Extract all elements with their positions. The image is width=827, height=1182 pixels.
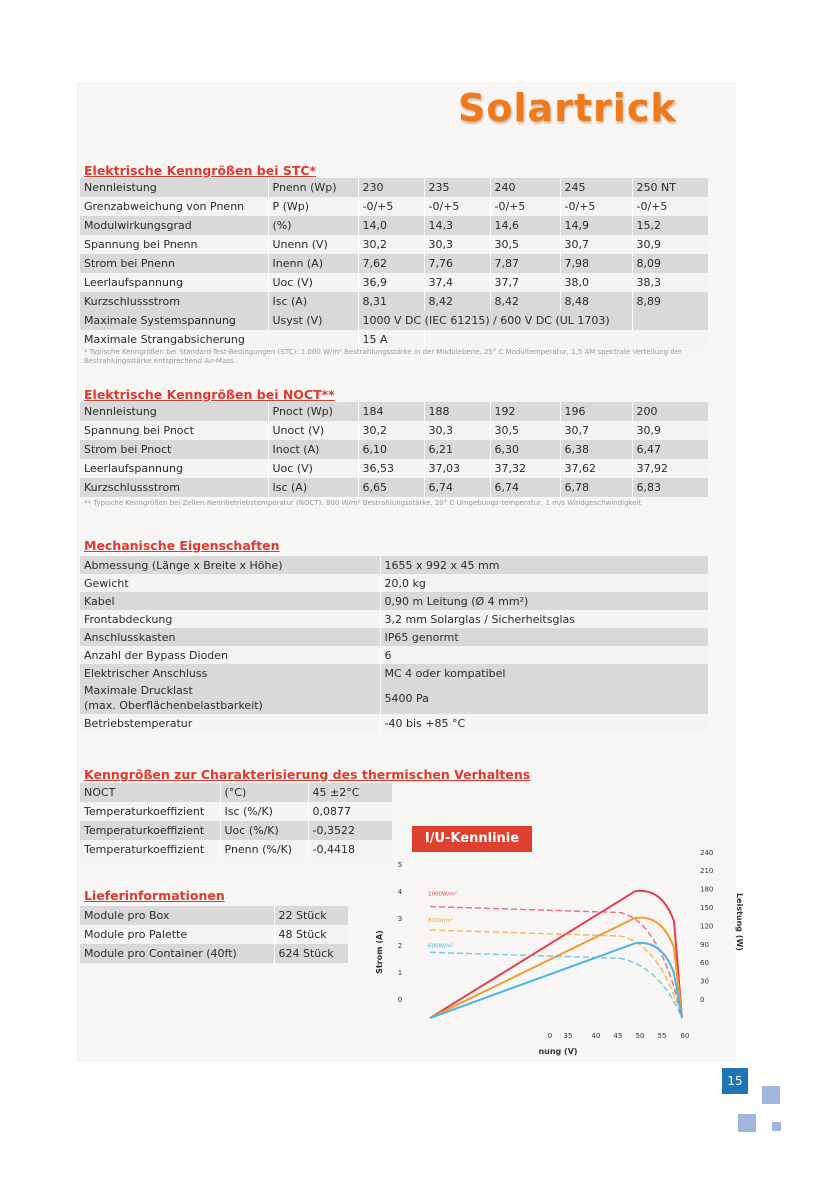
table-row: [80, 664, 708, 682]
cell-value: 14,9: [560, 216, 632, 235]
cell-value: 8,89: [632, 292, 708, 311]
cell-value: 6,74: [424, 478, 490, 497]
table-row: [80, 646, 708, 664]
row-label: Anzahl der Bypass Dioden: [80, 646, 380, 664]
y-tick-label: 2: [397, 942, 403, 950]
table-row: [80, 273, 708, 292]
cell-value: 6,74: [490, 478, 560, 497]
decor-square: [738, 1114, 756, 1132]
row-label: Anschlusskasten: [80, 628, 380, 646]
table-row: [80, 440, 708, 459]
current-curve: [430, 952, 682, 1018]
y2-tick-label: 60: [700, 959, 709, 968]
cell-value: 30,2: [358, 235, 424, 254]
cell-value: Pnoct (Wp): [268, 402, 358, 421]
x-tick-label: 45: [613, 1032, 623, 1040]
y-tick-label: 0: [397, 996, 403, 1004]
cell-value: -0/+5: [424, 197, 490, 216]
cell-value: 6,83: [632, 478, 708, 497]
stc-section-title: Elektrische Kenngrößen bei STC*: [84, 163, 317, 178]
cell-value: 45 ±2°C: [308, 783, 392, 802]
table-row: [80, 459, 708, 478]
row-unit: Usyst (V): [268, 311, 358, 330]
row-label: Maximale Systemspannung: [80, 311, 268, 330]
solartrick-logo: Solartrick: [458, 86, 677, 130]
y2-tick-label: 210: [700, 867, 714, 876]
cell-value: 184: [358, 402, 424, 421]
cell-value: 30,9: [632, 421, 708, 440]
table-row: [80, 292, 708, 311]
table-row: [80, 802, 392, 821]
stc-table: [80, 178, 708, 349]
row-label: Temperaturkoeffizient: [80, 840, 220, 859]
table-row: [80, 402, 708, 421]
x-tick-label: 60: [680, 1032, 690, 1040]
cell-value: 30,2: [358, 421, 424, 440]
row-label: Abmessung (Länge x Breite x Höhe): [80, 556, 380, 574]
row-label-sub: (max. Oberflächenbelastbarkeit): [84, 699, 263, 712]
cell-value: 8,48: [560, 292, 632, 311]
noct-table: [80, 402, 708, 497]
series-label: 800W/m²: [428, 918, 454, 924]
cell-value: 37,32: [490, 459, 560, 478]
cell-value: -0/+5: [358, 197, 424, 216]
cell-value: 37,62: [560, 459, 632, 478]
cell-value: 245: [560, 178, 632, 197]
cell-value: 196: [560, 402, 632, 421]
row-value: 1000 V DC (IEC 61215) / 600 V DC (UL 1703): [358, 311, 632, 330]
delivery-section-title: Lieferinformationen: [84, 888, 225, 903]
cell-value: IP65 genormt: [380, 628, 708, 646]
cell-value: 30,3: [424, 235, 490, 254]
table-row: [80, 254, 708, 273]
x-tick-label: 55: [657, 1032, 667, 1040]
y-tick-label: 4: [397, 888, 403, 896]
table-row: [80, 821, 392, 840]
chart-title: I/U-Kennlinie: [412, 826, 532, 852]
cell-value: 6,30: [490, 440, 560, 459]
noct-section-title: Elektrische Kenngrößen bei NOCT**: [84, 387, 335, 402]
cell-value: 30,5: [490, 235, 560, 254]
cell-value: -0/+5: [490, 197, 560, 216]
cell-value: 6,78: [560, 478, 632, 497]
mech-table: [80, 556, 708, 732]
y-tick-label: 5: [397, 861, 403, 869]
cell-value: 30,3: [424, 421, 490, 440]
cell-value: -0,4418: [308, 840, 392, 859]
row-label: Spannung bei Pnenn: [80, 235, 268, 254]
row-label: Kurzschlussstrom: [80, 292, 268, 311]
cell-value: Isc (A): [268, 478, 358, 497]
cell-value: 6,38: [560, 440, 632, 459]
table-row: [80, 478, 708, 497]
cell-value: (°C): [220, 783, 308, 802]
cell-value: Isc (%/K): [220, 802, 308, 821]
decor-square: [762, 1086, 780, 1104]
cell-value: 6: [380, 646, 708, 664]
cell-value: 36,9: [358, 273, 424, 292]
row-label: Kabel: [80, 592, 380, 610]
cell-value: 38,0: [560, 273, 632, 292]
iu-chart: [370, 842, 744, 1060]
cell-value: 8,42: [490, 292, 560, 311]
cell-value: 30,9: [632, 235, 708, 254]
decor-square: [772, 1122, 781, 1131]
row-label: Leerlaufspannung: [80, 273, 268, 292]
cell-value: 37,4: [424, 273, 490, 292]
cell-value: 250 NT: [632, 178, 708, 197]
row-label: Leerlaufspannung: [80, 459, 268, 478]
table-row: [80, 714, 708, 732]
cell-value: Uoc (%/K): [220, 821, 308, 840]
cell-value: 200: [632, 402, 708, 421]
row-value: -40 bis +85 °C: [380, 714, 708, 732]
table-row: [80, 592, 708, 610]
row-label: Kurzschlussstrom: [80, 478, 268, 497]
cell-value: Uoc (V): [268, 273, 358, 292]
table-row: [80, 574, 708, 592]
row-label: Module pro Container (40ft): [80, 944, 274, 963]
cell-value: 22 Stück: [274, 906, 348, 925]
cell-value: 37,03: [424, 459, 490, 478]
table-row: [80, 610, 708, 628]
cell-value: 6,10: [358, 440, 424, 459]
cell-value: 30,5: [490, 421, 560, 440]
y2-tick-label: 150: [700, 904, 714, 912]
row-label: Maximale Strangabsicherung: [80, 330, 358, 349]
page-number: 15: [722, 1068, 748, 1094]
cell-value: 230: [358, 178, 424, 197]
cell-value: Isc (A): [268, 292, 358, 311]
table-row: [80, 216, 708, 235]
cell-value: 7,76: [424, 254, 490, 273]
cell-value: 235: [424, 178, 490, 197]
cell-value: 6,65: [358, 478, 424, 497]
cell-value: (%): [268, 216, 358, 235]
cell-value: -0,3522: [308, 821, 392, 840]
table-row: [80, 682, 708, 714]
cell-value: 240: [490, 178, 560, 197]
cell-value: 20,0 kg: [380, 574, 708, 592]
cell-value: 8,42: [424, 292, 490, 311]
table-row: [80, 925, 348, 944]
y-axis-label: Strom (A): [375, 930, 384, 974]
table-row: [80, 906, 348, 925]
row-label: Strom bei Pnoct: [80, 440, 268, 459]
cell-value: 0,0877: [308, 802, 392, 821]
x-tick-label: 40: [591, 1032, 601, 1040]
cell-value: 624 Stück: [274, 944, 348, 963]
delivery-table: [80, 906, 348, 963]
cell-value: 30,7: [560, 235, 632, 254]
row-label: NOCT: [80, 783, 220, 802]
cell-value: MC 4 oder kompatibel: [380, 664, 708, 682]
y-tick-label: 3: [397, 915, 403, 923]
cell-value: 14,6: [490, 216, 560, 235]
cell-value: 15,2: [632, 216, 708, 235]
thermal-section-title: Kenngrößen zur Charakterisierung des thermischen Verhaltens: [84, 767, 531, 782]
row-label: Nennleistung: [80, 402, 268, 421]
cell-value: Pnenn (Wp): [268, 178, 358, 197]
cell-value: 8,09: [632, 254, 708, 273]
y2-tick-label: 240: [700, 848, 714, 857]
table-row: [80, 197, 708, 216]
y2-tick-label: 120: [700, 922, 714, 931]
row-label: Grenzabweichung von Pnenn: [80, 197, 268, 216]
row-label: Module pro Box: [80, 906, 274, 925]
cell-value: Pnenn (%/K): [220, 840, 308, 859]
cell-value: 36,53: [358, 459, 424, 478]
row-label: Gewicht: [80, 574, 380, 592]
cell-value: -0/+5: [560, 197, 632, 216]
cell-value: 14,0: [358, 216, 424, 235]
y2-axis-label: Leistung (W): [735, 893, 744, 951]
y2-tick-label: 30: [700, 977, 709, 986]
x-axis-label: nung (V): [538, 1047, 578, 1056]
cell-value: 30,7: [560, 421, 632, 440]
thermal-table: [80, 783, 392, 859]
x-tick-label: 50: [635, 1032, 645, 1040]
table-row: [80, 178, 708, 197]
table-row: [80, 556, 708, 574]
row-label: Nennleistung: [80, 178, 268, 197]
table-row: [80, 235, 708, 254]
series-label: 1000W/m²: [428, 891, 457, 898]
row-label: Module pro Palette: [80, 925, 274, 944]
cell-value: 0,90 m Leitung (Ø 4 mm²): [380, 592, 708, 610]
current-curve: [430, 907, 682, 1018]
table-row: [80, 783, 392, 802]
stc-footnote: * Typische Kenngrößen bei Standard-Test-Bedingungen (STC): 1.000 W/m² Bestrahlungsstärke in der Modulebene, 25° C Modultemperatur, 1,5 AM spektrale Verteilung der Bestrahlungsstärke entsprechend Air-Mass.: [84, 348, 682, 365]
cell-value: Unoct (V): [268, 421, 358, 440]
cell-value: 3,2 mm Solarglas / Sicherheitsglas: [380, 610, 708, 628]
y2-tick-label: 180: [700, 885, 714, 894]
cell-value: 1655 x 992 x 45 mm: [380, 556, 708, 574]
table-row: [80, 330, 708, 349]
noct-footnote: ** Typische Kenngrößen bei Zellen-Nennbetriebstemperatur (NOCT): 800 W/m² Bestrahlungsstärke, 20° C Umgebungs-temperatur, 1 m/s Windgeschwindigkeit: [84, 499, 642, 507]
table-row: [80, 628, 708, 646]
cell-value: 6,21: [424, 440, 490, 459]
table-row: [80, 944, 348, 963]
cell-value: 37,7: [490, 273, 560, 292]
series-label: 600W/m²: [428, 943, 454, 950]
row-label: Temperaturkoeffizient: [80, 802, 220, 821]
row-label: Modulwirkungsgrad: [80, 216, 268, 235]
row-value: 5400 Pa: [380, 682, 708, 714]
cell-value: Inenn (A): [268, 254, 358, 273]
table-row: [80, 840, 392, 859]
cell-value: P (Wp): [268, 197, 358, 216]
cell-value: 48 Stück: [274, 925, 348, 944]
row-value: 15 A: [358, 330, 424, 349]
y2-tick-label: 90: [700, 940, 709, 949]
cell-value: 7,62: [358, 254, 424, 273]
cell-value: 38,3: [632, 273, 708, 292]
y2-tick-label: 0: [700, 996, 705, 1004]
x-tick-label: 0: [547, 1032, 553, 1040]
cell-value: 192: [490, 402, 560, 421]
table-row: [80, 311, 708, 330]
row-label: Spannung bei Pnoct: [80, 421, 268, 440]
cell-value: 14,3: [424, 216, 490, 235]
row-label: Elektrischer Anschluss: [80, 664, 380, 682]
y-tick-label: 1: [397, 969, 403, 977]
row-label: Frontabdeckung: [80, 610, 380, 628]
x-tick-label: 35: [563, 1032, 573, 1040]
cell-value: -0/+5: [632, 197, 708, 216]
cell-value: Unenn (V): [268, 235, 358, 254]
row-label: Maximale Drucklast: [84, 684, 193, 697]
cell-value: Inoct (A): [268, 440, 358, 459]
cell-value: 8,31: [358, 292, 424, 311]
cell-value: 7,87: [490, 254, 560, 273]
row-label: Temperaturkoeffizient: [80, 821, 220, 840]
cell-value: 7,98: [560, 254, 632, 273]
table-row: [80, 421, 708, 440]
cell-value: 37,92: [632, 459, 708, 478]
row-label: Betriebstemperatur: [80, 714, 380, 732]
mech-section-title: Mechanische Eigenschaften: [84, 538, 280, 553]
cell-value: Uoc (V): [268, 459, 358, 478]
row-label: Strom bei Pnenn: [80, 254, 268, 273]
cell-value: 188: [424, 402, 490, 421]
cell-value: 6,47: [632, 440, 708, 459]
